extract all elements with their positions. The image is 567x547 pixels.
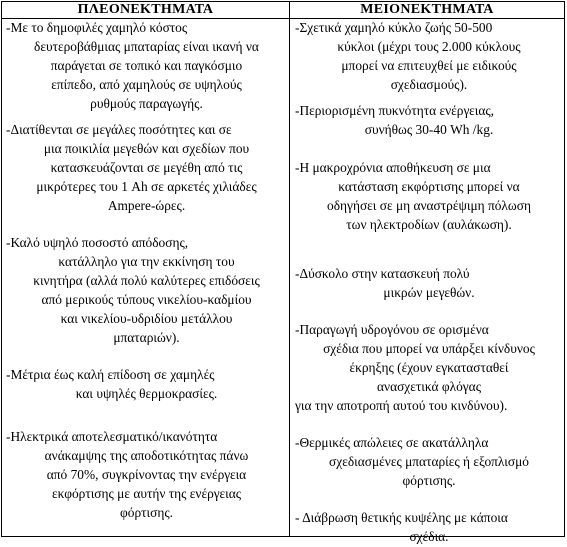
advantage-line: μικρότερες του 1 Ah σε αρκετές χιλιάδες (36, 178, 257, 194)
advantage-line: από 70%, συγκρίνοντας την ενέργεια (46, 466, 247, 482)
disadvantage-line: συνήθως 30-40 Wh /kg. (364, 121, 494, 137)
advantage-line: φόρτισης. (120, 504, 173, 520)
disadvantage-line: -Θερμικές απώλειες σε ακατάλληλα (295, 435, 489, 450)
advantage-line: μπαταριών). (113, 329, 180, 345)
advantage-item (6, 19, 287, 114)
advantage-line: κατασκευάζονται σε μεγέθη από τις (50, 159, 243, 175)
advantage-line: παράγεται σε τοπικό και παγκόσμιο (50, 57, 243, 73)
disadvantage-line: έκρηξης (έχουν εγκατασταθεί (349, 359, 509, 375)
advantage-line: κατάλληλο για την εκκίνηση του (58, 253, 235, 269)
advantage-line: δευτεροβάθμιας μπαταρίας είναι ικανή να (34, 38, 259, 54)
disadvantage-line: μπορεί να επιτευχθεί με ειδικούς (341, 57, 517, 73)
disadvantage-line: -Περιορισμένη πυκνότητα ενέργειας, (295, 103, 495, 118)
disadvantage-line: για την αποτροπή αυτού του κινδύνου). (295, 397, 508, 413)
advantage-item (6, 366, 287, 404)
disadvantage-line: οδηγήσει σε μη αναστρέψιμη πόλωση (327, 197, 531, 213)
disadvantage-line: σχεδιασμούς). (390, 76, 468, 92)
disadvantage-line: -Παραγωγή υδρογόνου σε ορισμένα (295, 322, 489, 337)
disadvantage-item (295, 19, 563, 95)
advantage-line: -Διατίθενται σε μεγάλες ποσότητες και σε (6, 122, 232, 137)
disadvantage-line: μικρών μεγεθών. (383, 284, 475, 300)
disadvantage-line: -Σχετικά χαμηλό κύκλο ζωής 50-500 (295, 20, 493, 35)
advantage-line: -Ηλεκτρικά αποτελεσματικό/ικανότητα (6, 429, 218, 444)
disadvantages-header: ΜΕΙΟΝΕΚΤΗΜΑΤΑ (360, 2, 494, 17)
advantage-line: -Καλό υψηλό ποσοστό απόδοσης, (6, 235, 189, 250)
advantage-line: μια ποικιλία μεγεθών και σχεδίων που (43, 140, 250, 156)
disadvantage-line: -Η μακροχρόνια αποθήκευση σε μια (295, 160, 491, 175)
disadvantage-line: φόρτισης. (402, 472, 456, 488)
advantage-line: Ampere-ώρες. (107, 197, 186, 213)
disadvantage-item (295, 265, 563, 303)
advantage-item (6, 121, 287, 216)
disadvantages-column (295, 19, 563, 544)
disadvantage-item (295, 434, 563, 491)
disadvantage-line: -Δύσκολο στην κατασκευή πολύ (295, 266, 470, 281)
advantage-line: κινητήρα (αλλά πολύ καλύτερες επιδόσεις (33, 272, 260, 288)
advantages-column (6, 19, 287, 536)
advantage-line: ρυθμούς παραγωγής. (90, 95, 203, 111)
advantage-line: -Με το δημοφιλές χαμηλό κόστος (6, 20, 188, 35)
advantage-item (6, 234, 287, 347)
advantage-line: από μερικούς τύπους νικελίου-καδμίου (41, 291, 252, 307)
table-header-row (2, 2, 564, 19)
disadvantage-line: σχεδιασμένες μπαταρίες ή εξοπλισμό (329, 453, 529, 469)
comparison-table (1, 1, 565, 544)
disadvantage-line: - Διάβρωση θετικής κυψέλης με κάποια (295, 510, 508, 525)
disadvantage-line: σχέδια. (409, 528, 449, 544)
disadvantage-line: σχέδια που μπορεί να υπάρξει κίνδυνος (323, 340, 535, 356)
advantage-line: και νικελίου-υδριδίου μετάλλου (60, 310, 233, 326)
advantage-line: ανάκαμψης της αποδοτικότητας πάνω (44, 447, 249, 463)
advantage-line: και υψηλές θερμοκρασίες. (75, 385, 218, 401)
disadvantage-line: κατάσταση εκφόρτισης μπορεί να (338, 178, 520, 194)
advantage-item (6, 428, 287, 523)
disadvantage-item (295, 321, 563, 416)
advantage-line: επίπεδο, από χαμηλούς σε υψηλούς (51, 76, 242, 92)
disadvantage-item (295, 509, 563, 547)
advantage-line: -Μέτρια έως καλή επίδοση σε χαμηλές (6, 367, 215, 382)
disadvantage-item (295, 159, 563, 235)
disadvantage-line: κύκλοι (μέχρι τους 2.000 κύκλους (337, 38, 521, 54)
advantage-line: εκφόρτισης με αυτήν της ενέργειας (51, 485, 242, 501)
column-divider (289, 2, 290, 536)
advantages-header: ΠΛΕΟΝΕΚΤΗΜΑΤΑ (77, 2, 214, 17)
disadvantage-item (295, 102, 563, 140)
disadvantage-line: των ηλεκτροδίων (αυλάκωση). (346, 216, 512, 232)
disadvantage-line: ανασχετικά φλόγας (377, 378, 481, 394)
